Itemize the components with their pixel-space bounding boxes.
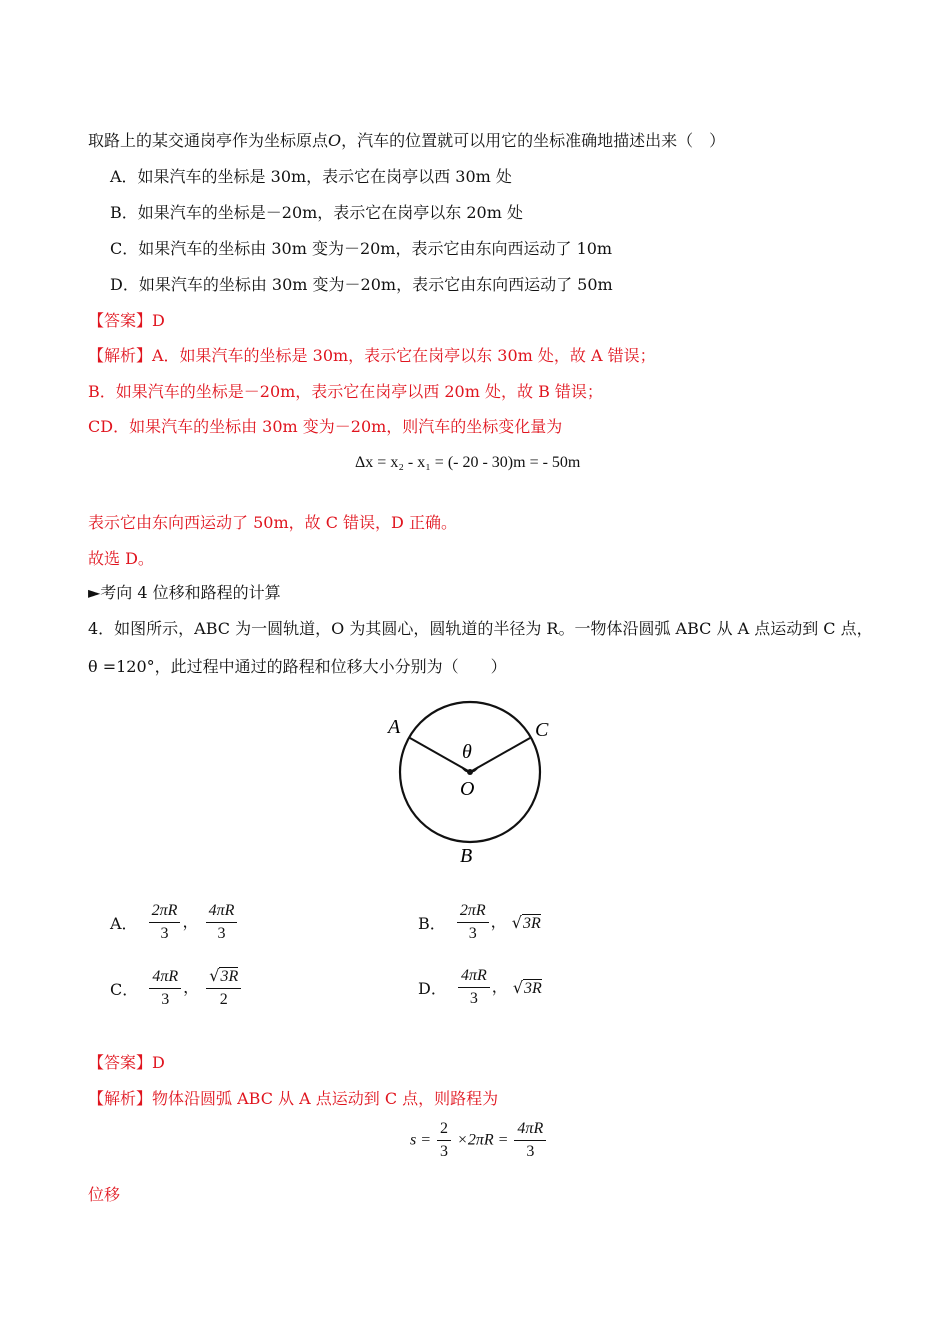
frac-num: 4πR xyxy=(206,900,238,923)
option-a-frac-1 xyxy=(149,900,181,945)
option-d-sqrt xyxy=(512,977,542,997)
q3-stem-text: 取路上的某交通岗亭作为坐标原点 xyxy=(88,131,329,150)
q4-option-d xyxy=(418,965,542,1010)
option-d-label: D． xyxy=(418,979,447,998)
radius-oc xyxy=(470,738,530,772)
option-a-label: A． xyxy=(110,914,138,933)
frac-num: 2πR xyxy=(457,900,489,923)
option-b-sqrt xyxy=(511,912,541,932)
frac-den: 3 xyxy=(469,990,478,1007)
formula-frac-2 xyxy=(514,1118,546,1163)
frac-num: 4πR xyxy=(514,1118,546,1141)
formula-mid: ×2πR = xyxy=(457,1131,509,1149)
label-theta: θ xyxy=(462,741,472,763)
q3-analysis-b: B．如果汽车的坐标是－20m，表示它在岗亭以西 20m 处，故 B 错误； xyxy=(88,382,603,401)
formula-frac-1 xyxy=(437,1118,451,1163)
label-a: A xyxy=(388,716,401,738)
sqrt-radicand: 3R xyxy=(524,979,542,997)
option-c-label: C． xyxy=(110,979,139,999)
option-c-frac-1 xyxy=(149,966,181,1011)
option-d-frac-1 xyxy=(458,965,490,1010)
q4-analysis: 【解析】物体沿圆弧 ABC 从 A 点运动到 C 点，则路程为 xyxy=(88,1089,499,1108)
q3-analysis-conclusion: 表示它由东向西运动了 50m，故 C 错误，D 正确。 xyxy=(88,513,457,532)
frac-den: 3 xyxy=(217,925,226,942)
circle-figure xyxy=(380,700,560,870)
q3-analysis-a: 【解析】A．如果汽车的坐标是 30m，表示它在岗亭以东 30m 处，故 A 错误； xyxy=(88,346,656,365)
frac-num: 4πR xyxy=(458,965,490,988)
separator: ， xyxy=(490,912,507,931)
q3-option-c: C．如果汽车的坐标由 30m 变为－20m，表示它由东向西运动了 10m xyxy=(110,239,613,258)
frac-num: 2 xyxy=(437,1118,451,1141)
separator: ， xyxy=(183,977,200,997)
frac-num: 4πR xyxy=(149,966,181,989)
q3-stem xyxy=(88,130,725,152)
sqrt-radicand: 3R xyxy=(522,914,541,932)
q3-formula: Δx = x₂ - x₁ = (- 20 - 30)m = - 50m xyxy=(355,454,581,471)
option-b-label: B． xyxy=(418,914,446,933)
sqrt-icon: √ xyxy=(512,977,524,997)
label-b: B xyxy=(460,845,473,867)
q4-option-a xyxy=(110,900,239,945)
q3-stem-origin: O xyxy=(328,131,342,150)
q3-analysis-cd: CD．如果汽车的坐标由 30m 变为－20m，则汽车的坐标变化量为 xyxy=(88,417,563,436)
option-a-frac-2 xyxy=(206,900,238,945)
frac-den: 3 xyxy=(526,1143,535,1160)
sqrt-icon: √ xyxy=(209,966,220,985)
separator: ， xyxy=(182,912,199,931)
label-o: O xyxy=(460,778,475,800)
frac-den: 3 xyxy=(161,990,170,1008)
formula-lhs: s = xyxy=(410,1131,432,1149)
q3-stem-tail: ，汽车的位置就可以用它的坐标准确地描述出来（ ） xyxy=(341,131,726,150)
q4-displacement: 位移 xyxy=(88,1185,121,1204)
option-b-frac-1 xyxy=(457,900,489,945)
frac-den: 3 xyxy=(160,925,169,942)
q4-formula xyxy=(410,1118,548,1163)
option-c-frac-2 xyxy=(206,965,241,1011)
sqrt-icon: √ xyxy=(511,912,522,932)
frac-den: 3 xyxy=(468,925,477,942)
sqrt-radicand: 3R xyxy=(220,968,239,985)
q3-option-a: A．如果汽车的坐标是 30m，表示它在岗亭以西 30m 处 xyxy=(110,167,512,186)
q3-choose: 故选 D。 xyxy=(88,549,154,568)
section-title: ►考向 4 位移和路程的计算 xyxy=(88,583,281,602)
q4-option-b xyxy=(418,900,541,945)
q4-answer: 【答案】D xyxy=(88,1053,165,1072)
frac-den: 3 xyxy=(440,1143,449,1160)
frac-num-sqrt xyxy=(206,965,241,989)
q3-answer: 【答案】D xyxy=(88,311,165,330)
q4-stem-1: 4．如图所示，ABC 为一圆轨道，O 为其圆心，圆轨道的半径为 R。一物体沿圆弧 ABC 从 A 点运动到 C 点， xyxy=(88,619,873,638)
frac-den: 2 xyxy=(219,991,228,1008)
radius-oa xyxy=(410,738,470,772)
label-c: C xyxy=(535,719,549,741)
q4-option-c xyxy=(110,965,243,1011)
q3-option-d: D．如果汽车的坐标由 30m 变为－20m，表示它由东向西运动了 50m xyxy=(110,275,613,294)
separator: ， xyxy=(491,977,508,996)
center-dot xyxy=(467,769,473,775)
frac-num: 2πR xyxy=(149,900,181,923)
q4-stem-2: θ =120°，此过程中通过的路程和位移大小分别为（ ） xyxy=(88,657,507,676)
q3-option-b: B．如果汽车的坐标是－20m，表示它在岗亭以东 20m 处 xyxy=(110,203,523,222)
